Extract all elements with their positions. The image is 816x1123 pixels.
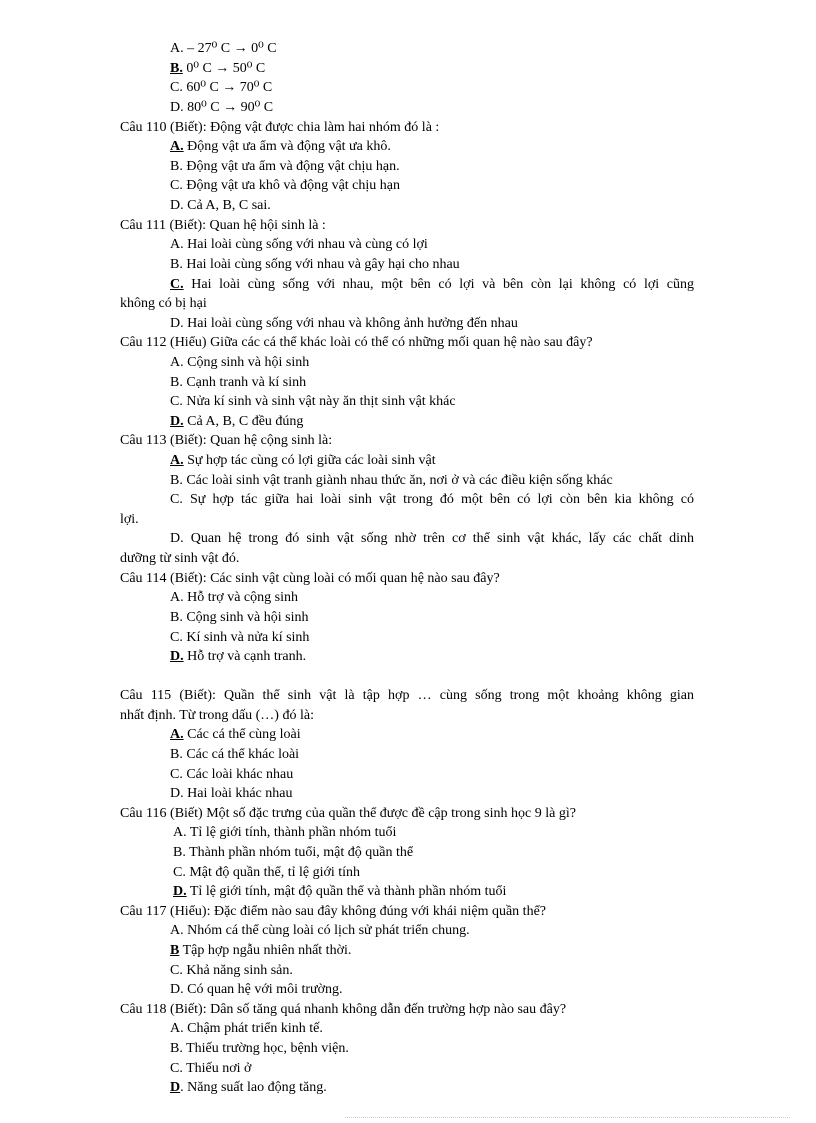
q115-stem: Câu 115 (Biết): Quần thể sinh vật là tập hợp … cùng sống trong một khoảng không gian [120,688,694,703]
answer-key: D. [170,649,184,664]
q115-option-a: A. Các cá thể cùng loài [170,727,301,742]
answer-key: A. [170,139,184,154]
answer-key: A. [170,727,184,742]
q112-stem: Câu 112 (Hiểu) Giữa các cá thể khác loài có thể có những mối quan hệ nào sau đây? [120,335,593,350]
q113-option-c-continuation: lợi. [120,512,139,527]
q116-option-c: C. Mật độ quần thể, tỉ lệ giới tính [173,865,361,880]
answer-key: D [170,1080,181,1095]
q112-option-c: C. Nửa kí sinh và sinh vật này ăn thịt sinh vật khác [170,394,456,409]
q110-option-d: D. Cả A, B, C sai. [170,198,271,213]
q112-option-a: A. Cộng sinh và hội sinh [170,355,310,370]
q118-option-b: B. Thiếu trường học, bệnh viện. [170,1041,349,1056]
q115-option-d: D. Hai loài khác nhau [170,786,293,801]
q114-stem: Câu 114 (Biết): Các sinh vật cùng loài có mối quan hệ nào sau đây? [120,571,500,586]
q117-stem: Câu 117 (Hiểu): Đặc điểm nào sau đây không đúng với khái niệm quần thể? [120,904,547,919]
q116-option-b: B. Thành phần nhóm tuổi, mật độ quần thể [173,845,414,860]
q116-option-a: A. Tỉ lệ giới tính, thành phần nhóm tuổi [173,825,397,840]
q111-stem: Câu 111 (Biết): Quan hệ hội sinh là : [120,218,326,233]
q110-option-b: B. Động vật ưa ẩm và động vật chịu hạn. [170,159,400,174]
q111-option-d: D. Hai loài cùng sống với nhau và không ảnh hưởng đến nhau [170,316,518,331]
footer-dotted-rule [345,1117,790,1118]
q112-option-d: D. Cả A, B, C đều đúng [170,414,304,429]
answer-key: B [170,943,180,958]
q117-option-c: C. Khả năng sinh sản. [170,963,293,978]
q118-option-c: C. Thiếu nơi ở [170,1061,252,1076]
q113-option-a: A. Sự hợp tác cùng có lợi giữa các loài sinh vật [170,453,436,468]
q113-option-b: B. Các loài sinh vật tranh giành nhau thức ăn, nơi ở và các điều kiện sống khác [170,473,613,488]
q113-option-c: C. Sự hợp tác giữa hai loài sinh vật trong đó một bên có lợi còn bên kia không có [170,492,694,507]
q117-option-d: D. Có quan hệ với môi trường. [170,982,343,997]
q115-option-b: B. Các cá thể khác loài [170,747,300,762]
q114-option-d: D. Hỗ trợ và cạnh tranh. [170,649,307,664]
q116-option-d: D. Tỉ lệ giới tính, mật độ quần thể và thành phần nhóm tuổi [173,884,507,899]
q117-option-a: A. Nhóm cá thể cùng loài có lịch sử phát triển chung. [170,923,470,938]
answer-key: D. [170,414,184,429]
q113-stem: Câu 113 (Biết): Quan hệ cộng sinh là: [120,433,333,448]
q110-option-a: A. Động vật ưa ẩm và động vật ưa khô. [170,139,391,154]
answer-key: D. [173,884,187,899]
q116-stem: Câu 116 (Biết) Một số đặc trưng của quần thể được đề cập trong sinh học 9 là gì? [120,806,576,821]
answer-key: A. [170,453,184,468]
q110-stem: Câu 110 (Biết): Động vật được chia làm hai nhóm đó là : [120,120,440,135]
q118-option-a: A. Chậm phát triển kinh tế. [170,1021,323,1036]
answer-key: C. [170,277,184,292]
q111-option-c: C. Hai loài cùng sống với nhau, một bên có lợi và bên còn lại không có lợi cũng [170,277,694,292]
q117-option-b: B Tập hợp ngẫu nhiên nhất thời. [170,943,352,958]
q118-option-d: D. Năng suất lao động tăng. [170,1080,327,1095]
q111-option-a: A. Hai loài cùng sống với nhau và cùng có lợi [170,237,428,252]
q113-option-d-continuation: dưỡng từ sinh vật đó. [120,551,240,566]
q109-option-a: A. – 27⁰ C → 0⁰ C [170,41,277,56]
q114-option-c: C. Kí sinh và nửa kí sinh [170,630,310,645]
q115-option-c: C. Các loài khác nhau [170,767,294,782]
q114-option-b: B. Cộng sinh và hội sinh [170,610,309,625]
q109-option-c: C. 60⁰ C → 70⁰ C [170,80,273,95]
q115-stem-continuation: nhất định. Từ trong dấu (…) đó là: [120,708,314,723]
q114-option-a: A. Hỗ trợ và cộng sinh [170,590,298,605]
q112-option-b: B. Cạnh tranh và kí sinh [170,375,307,390]
q109-option-d: D. 80⁰ C → 90⁰ C [170,100,274,115]
q109-option-b: B. 0⁰ C → 50⁰ C [170,61,266,76]
q111-option-c-continuation: không có bị hại [120,296,207,311]
q111-option-b: B. Hai loài cùng sống với nhau và gây hại cho nhau [170,257,460,272]
q110-option-c: C. Động vật ưa khô và động vật chịu hạn [170,178,400,193]
answer-key: B. [170,61,183,76]
q113-option-d: D. Quan hệ trong đó sinh vật sống nhờ trên cơ thể sinh vật khác, lấy các chất dinh [170,531,694,546]
q118-stem: Câu 118 (Biết): Dân số tăng quá nhanh không dẫn đến trường hợp nào sau đây? [120,1002,567,1017]
